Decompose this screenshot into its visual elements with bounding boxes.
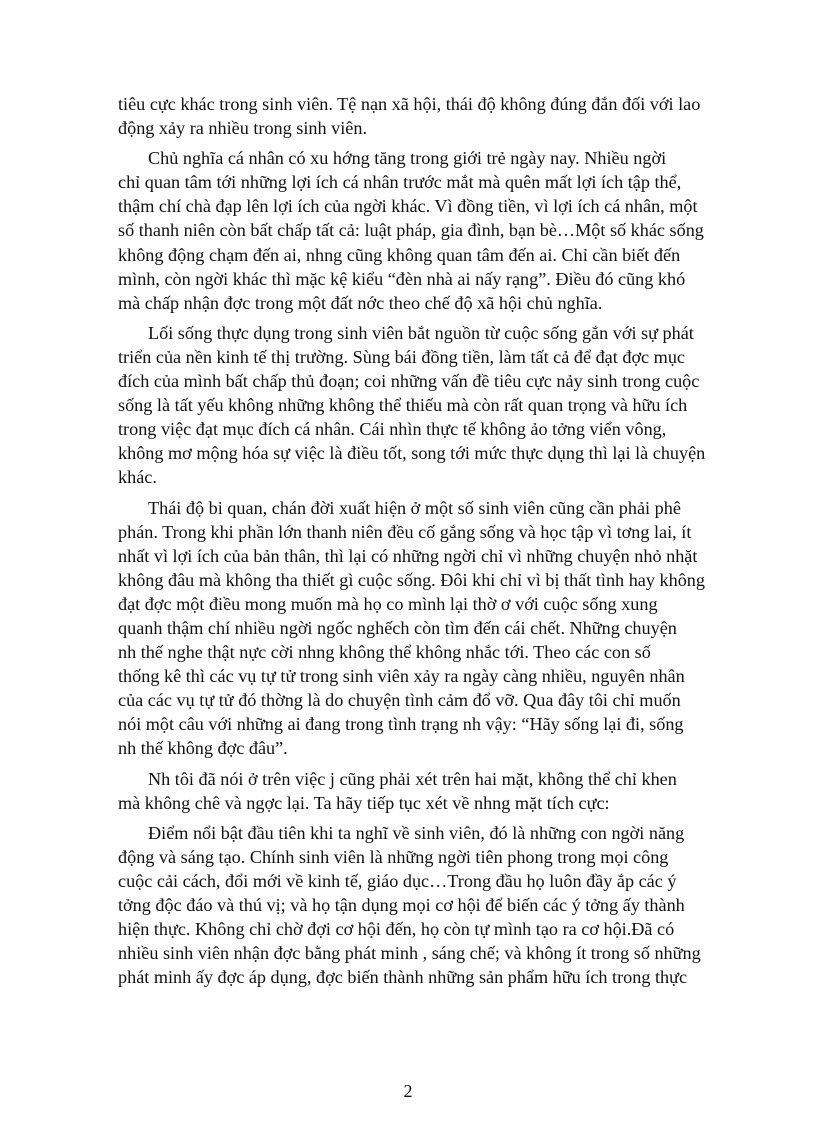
paragraph [118,821,738,990]
text-line: không động chạm đến ai, nhng cũng không quan tâm đến ai. Chỉ cần biết đến [118,244,681,265]
text-line: số thanh niên còn bất chấp tất cả: luật pháp, gia đình, bạn bè…Một số khác sống [118,220,704,241]
text-line: tiêu cực khác trong sinh viên. Tệ nạn xã hội, thái độ không đúng đắn đối với lao [118,94,701,114]
text-line: nh thế không đợc đâu”. [118,738,288,759]
text-line: đạt đợc một điều mong muốn mà họ co mình lại thờ ơ với cuộc sống xung [118,593,658,614]
paragraph [118,321,738,490]
text-line: không đâu mà không tha thiết gì cuộc sống. Đôi khi chỉ vì bị thất tình hay không [118,569,705,590]
text-line: mà không chê và ngợc lại. Ta hãy tiếp tục xét về nhng mặt tích cực: [118,792,610,813]
text-line: hiện thực. Không chỉ chờ đợi cơ hội đến, họ còn tự mình tạo ra cơ hội.Đã có [118,919,675,940]
text-line: đích của mình bất chấp thủ đoạn; coi những vấn đề tiêu cực nảy sinh trong cuộc [118,371,700,392]
paragraph [118,767,738,815]
text-line: không mơ mộng hóa sự việc là điều tốt, song tới mức thực dụng thì lại là chuyện [118,443,706,464]
text-line: Nh tôi đã nói ở trên việc j cũng phải xét trên hai mặt, không thể chỉ khen [148,768,677,789]
text-line: Chủ nghĩa cá nhân có xu hớng tăng trong giới trẻ ngày nay. Nhiều ngời [148,148,667,169]
text-line: tởng độc đáo và thú vị; và họ tận dụng mọi cơ hội để biến các ý tởng ấy thành [118,895,685,915]
text-line: Thái độ bi quan, chán đời xuất hiện ở một số sinh viên cũng cần phải phê [148,497,681,518]
text-line: động và sáng tạo. Chính sinh viên là những ngời tiên phong trong mọi công [118,846,669,867]
text-line: nhiều sinh viên nhận đợc bằng phát minh , sáng chế; và không ít trong số những [118,943,701,964]
text-line: mà chấp nhận đợc trong một đất nớc theo chế độ xã hội chủ nghĩa. [118,292,603,313]
text-line: nhất vì lợi ích của bản thân, thì lại có những ngời chỉ vì những chuyện nhỏ nhặt [118,545,698,566]
text-line: phát minh ấy đợc áp dụng, đợc biến thành những sản phẩm hữu ích trong thực [118,967,688,988]
text-line: mình, còn ngời khác thì mặc kệ kiểu “đèn nhà ai nấy rạng”. Điều đó cũng khó [118,268,686,289]
page-number: 2 [403,1081,413,1101]
text-line: cuộc cải cách, đổi mới về kinh tế, giáo dục…Trong đầu họ luôn đầy ắp các ý [118,870,677,891]
text-line: chỉ quan tâm tới những lợi ích cá nhân trước mắt mà quên mất lợi ích tập thể, [118,172,682,193]
paragraph [118,146,738,315]
text-line: trong việc đạt mục đích cá nhân. Cái nhìn thực tế không ảo tởng viển vông, [118,419,667,440]
text-line: nói một câu với những ai đang trong tình trạng nh vậy: “Hãy sống lại đi, sống [118,714,684,735]
text-line: quanh thậm chí nhiều ngời ngốc nghếch còn tìm đến cái chết. Những chuyện [118,617,677,638]
paragraph [118,92,738,140]
text-line: Lối sống thực dụng trong sinh viên bắt nguồn từ cuộc sống gắn với sự phát [148,322,694,343]
text-line: thống kê thì các vụ tự tử trong sinh viên xảy ra ngày càng nhiều, nguyên nhân [118,666,685,687]
text-line: triển của nền kinh tế thị trường. Sùng bái đồng tiền, làm tất cả để đạt đợc mục [118,346,685,367]
text-line: của các vụ tự tử đó thờng là do chuyện tình cảm đổ vỡ. Qua đây tôi chỉ muốn [118,690,681,711]
text-line: thậm chí chà đạp lên lợi ích của ngời khác. Vì đồng tiền, vì lợi ích cá nhân, một [118,196,698,217]
text-line: sống là tất yếu không những không thể thiếu mà còn rất quan trọng và hữu ích [118,395,688,416]
body-text [118,92,738,995]
text-line: khác. [118,467,157,488]
text-line: nh thế nghe thật nực cời nhng không thể không nhắc tới. Theo các con số [118,642,651,663]
text-line: Điểm nổi bật đầu tiên khi ta nghĩ về sinh viên, đó là những con ngời năng [148,822,685,843]
paragraph [118,496,738,761]
text-line: phán. Trong khi phần lớn thanh niên đều cố gắng sống và học tập vì tơng lai, ít [118,521,692,542]
text-line: động xảy ra nhiều trong sinh viên. [118,118,368,139]
